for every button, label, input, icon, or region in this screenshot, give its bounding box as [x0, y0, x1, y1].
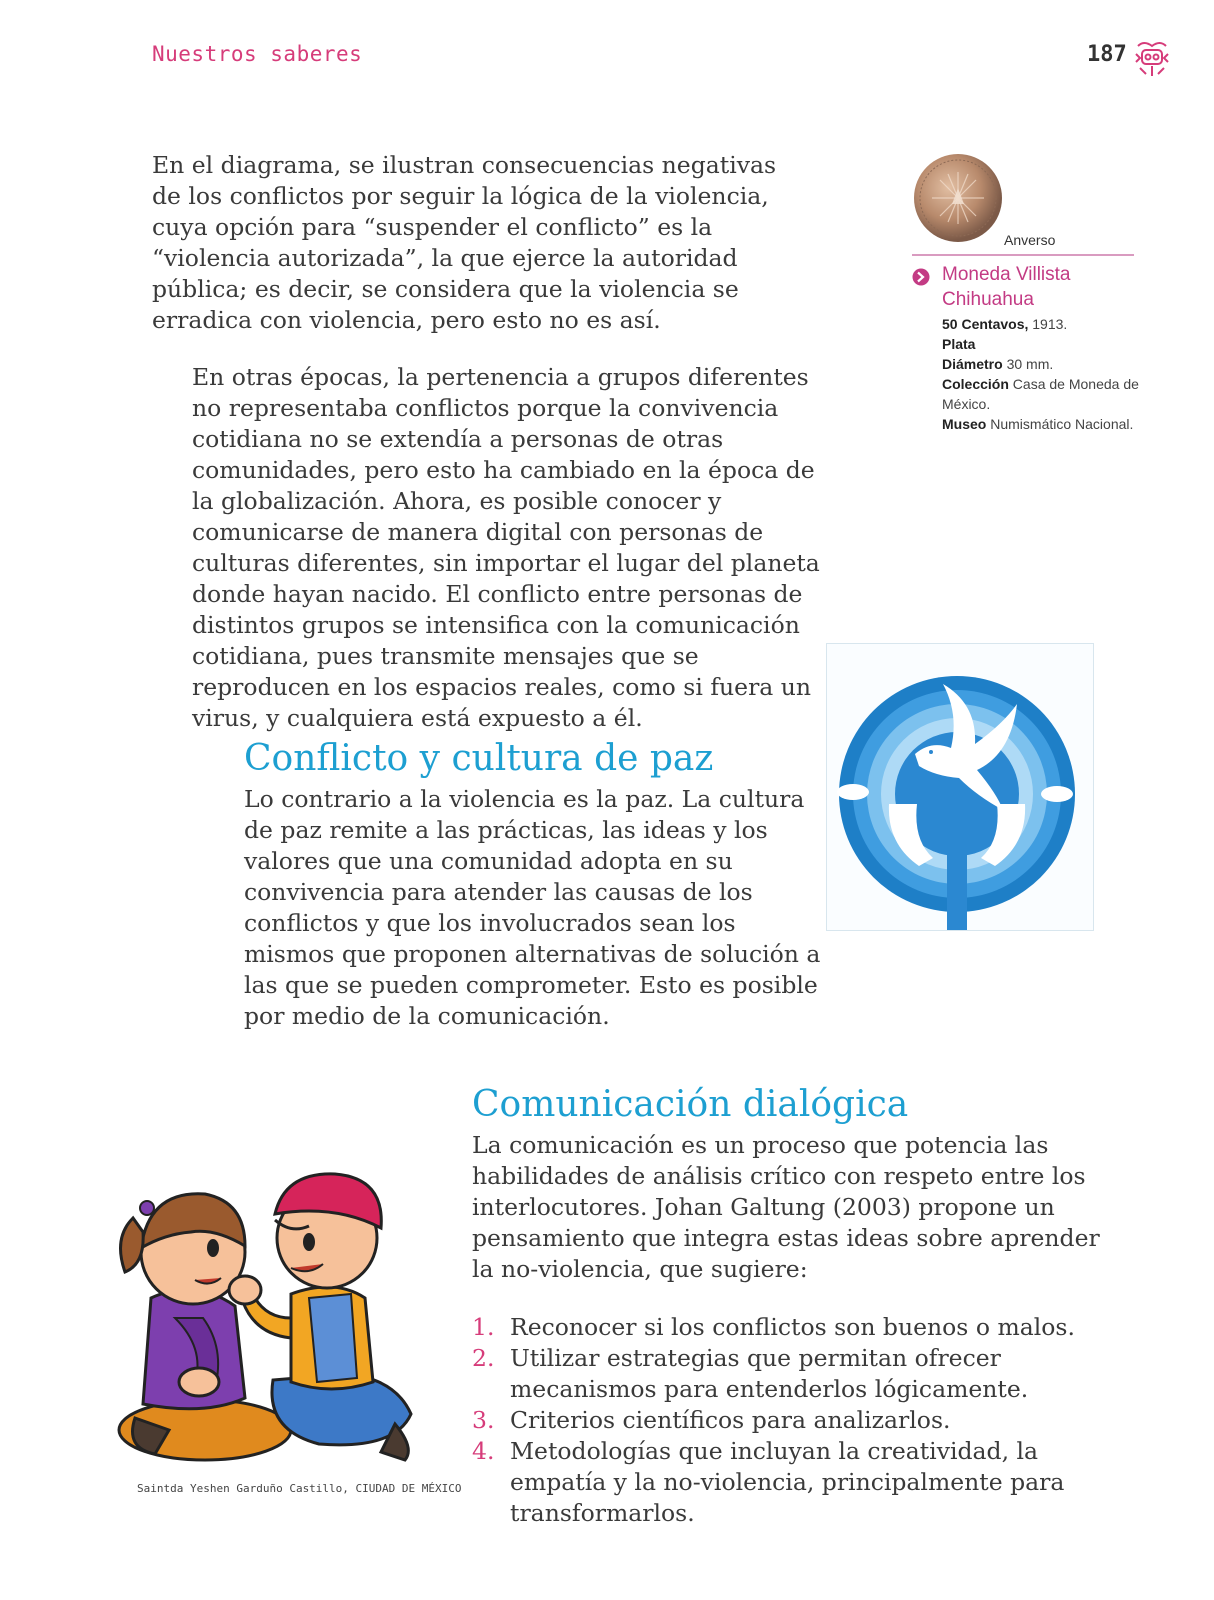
section-heading-peace: Conflicto y cultura de paz	[244, 738, 714, 779]
running-header-section: Nuestros saberes	[152, 42, 363, 66]
coin-museum: Museo Numismático Nacional.	[942, 416, 1134, 432]
chevron-right-icon	[912, 268, 930, 286]
illustration-credit: Saintda Yeshen Garduño Castillo, CIUDAD DE MÉXICO	[137, 1482, 462, 1495]
list-item: 4. Metodologías que incluyan la creatividad, la empatía y la no-violencia, principalmente para transformarlos.	[472, 1437, 1065, 1527]
numbered-list	[472, 1312, 1112, 1529]
peace-dove-hands-icon	[827, 644, 1093, 930]
page-number: 187	[1087, 42, 1127, 67]
list-item: 1. Reconocer si los conflictos son buenos o malos.	[472, 1313, 1075, 1341]
coin-divider	[912, 254, 1134, 256]
children-talking-illustration	[95, 1168, 435, 1468]
peace-paragraph: Lo contrario a la violencia es la paz. La cultura de paz remite a las prácticas, las ideas y los valores que una comunidad adopta en su convivencia para atender las causas de los conflictos y que los involucrados sean los mismos que proponen alternativas de solución a las que se pueden comprometer. Esto es posible por medio de la comunicación.	[244, 785, 821, 1030]
list-item: 3. Criterios científicos para analizarlos.	[472, 1406, 951, 1434]
dove-illustration-frame	[826, 643, 1094, 931]
globalization-paragraph: En otras épocas, la pertenencia a grupos diferentes no representaba conflictos porque la convivencia cotidiana no se extendía a personas de otras comunidades, pero esto ha cambiado en la época de la globalización. Ahora, es posible conocer y comunicarse de manera digital con personas de culturas diferentes, sin importar el lugar del planeta donde hayan nacido. El conflicto entre personas de distintos grupos se intensifica con la comunicación cotidiana, pues transmite mensajes que se reproducen en los espacios reales, como si fuera un virus, y cualquiera está expuesto a él.	[192, 363, 820, 732]
coin-material: Plata	[942, 336, 976, 352]
coin-side-label: Anverso	[1004, 232, 1056, 248]
list-item: 2. Utilizar estrategias que permitan ofrecer mecanismos para entenderlos lógicamente.	[472, 1344, 1029, 1403]
coin-denomination: 50 Centavos, 1913.	[942, 316, 1068, 332]
coin-collection: Colección Casa de Moneda de México.	[942, 376, 1139, 412]
dialogue-paragraph: La comunicación es un proceso que potencia las habilidades de análisis crítico con respeto entre los interlocutores. Johan Galtung (2003) propone un pensamiento que integra estas ideas sobre aprender la no-violencia, que sugiere:	[472, 1131, 1100, 1283]
section-heading-dialogue: Comunicación dialógica	[472, 1084, 909, 1125]
decorative-glyph-icon	[1132, 38, 1172, 78]
coin-image	[912, 152, 1004, 244]
intro-paragraph: En el diagrama, se ilustran consecuencias negativas de los conflictos por seguir la lógica de la violencia, cuya opción para “suspender el conflicto” es la “violencia autorizada”, la que ejerce la autoridad pública; es decir, se considera que la violencia se erradica con violencia, pero esto no es así.	[152, 151, 777, 334]
coin-title: Moneda Villista Chihuahua	[942, 264, 1071, 310]
coin-diameter: Diámetro 30 mm.	[942, 356, 1054, 372]
